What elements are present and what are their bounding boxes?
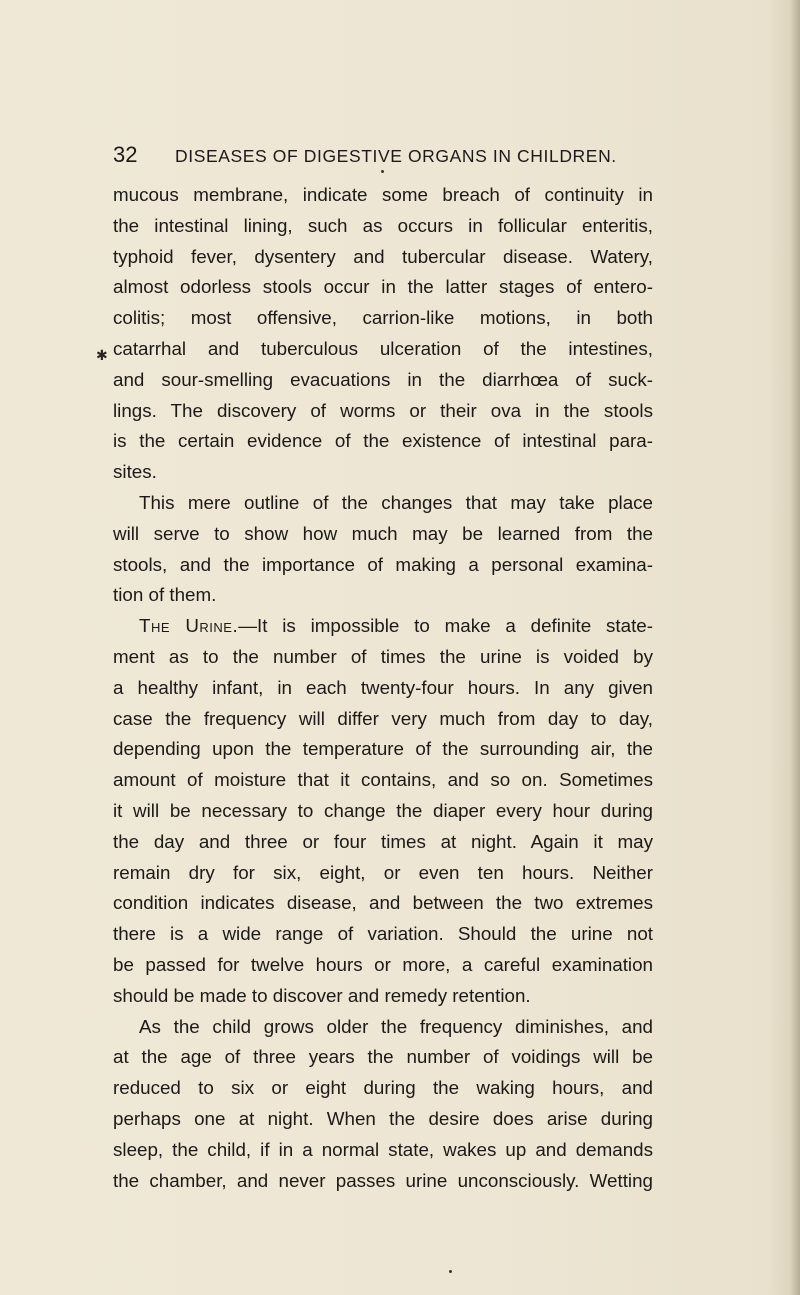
text-line: reduced to six or eight during the waking hours, and bbox=[113, 1077, 653, 1099]
text-line: typhoid fever, dysentery and tubercular disease. Watery, bbox=[113, 245, 653, 267]
text-line: This mere outline of the changes that may take place bbox=[139, 491, 653, 513]
body-text bbox=[113, 180, 653, 1196]
page-header bbox=[113, 141, 653, 169]
section-first-line bbox=[113, 611, 653, 642]
text-line: lings. The discovery of worms or their ova in the stools bbox=[113, 399, 653, 421]
text-line: case the frequency will differ very much from day to day, bbox=[113, 707, 653, 729]
margin-speck: ✱ bbox=[96, 347, 108, 363]
text-line: mucous membrane, indicate some breach of continuity in bbox=[113, 184, 653, 205]
text-line: the day and three or four times at night. Again it may bbox=[113, 830, 653, 852]
text-line: the intestinal lining, such as occurs in follicular enteritis, bbox=[113, 214, 653, 236]
text-line: the chamber, and never passes urine unconsciously. Wetting bbox=[113, 1169, 653, 1191]
text-line: sites. bbox=[113, 461, 157, 483]
page-edge-shadow bbox=[790, 0, 800, 1295]
text-line: depending upon the temperature of the surrounding air, the bbox=[113, 738, 653, 760]
text-line: sleep, the child, if in a normal state, wakes up and demands bbox=[113, 1138, 653, 1160]
text-line: almost odorless stools occur in the latter stages of entero- bbox=[113, 276, 653, 298]
text-line: should be made to discover and remedy retention. bbox=[113, 984, 531, 1006]
text-line: remain dry for six, eight, or even ten hours. Neither bbox=[113, 861, 653, 883]
text-line: catarrhal and tuberculous ulceration of the intestines, bbox=[113, 337, 653, 359]
text-line: condition indicates disease, and between the two extremes bbox=[113, 892, 653, 914]
text-line: will serve to show how much may be learned from the bbox=[113, 522, 653, 544]
text-line: ment as to the number of times the urine is voided by bbox=[113, 645, 653, 667]
section-heading-urine: The Urine. bbox=[139, 615, 239, 637]
text-line: at the age of three years the number of voidings will be bbox=[113, 1046, 653, 1068]
text-line: and sour-smelling evacuations in the diarrhœa of suck- bbox=[113, 368, 653, 390]
text-line: amount of moisture that it contains, and so on. Sometimes bbox=[113, 769, 653, 791]
text-line: stools, and the importance of making a personal examina- bbox=[113, 553, 653, 575]
text-line: tion of them. bbox=[113, 584, 217, 606]
text-line: it will be necessary to change the diaper every hour during bbox=[113, 799, 653, 821]
print-speck bbox=[381, 170, 384, 173]
text-line: be passed for twelve hours or more, a careful examination bbox=[113, 953, 653, 975]
text-line: colitis; most offensive, carrion-like motions, in both bbox=[113, 307, 653, 329]
text-line: a healthy infant, in each twenty-four hours. In any given bbox=[113, 676, 653, 698]
page-number: 32 bbox=[113, 142, 138, 167]
text-fragment: —It is impossible to make a definite state- bbox=[238, 615, 654, 637]
text-line: is the certain evidence of the existence of intestinal para- bbox=[113, 430, 653, 452]
text-line: there is a wide range of variation. Should the urine not bbox=[113, 923, 653, 945]
print-speck bbox=[449, 1270, 452, 1273]
text-line: As the child grows older the frequency diminishes, and bbox=[139, 1015, 653, 1037]
running-head: DISEASES OF DIGESTIVE ORGANS IN CHILDREN. bbox=[175, 146, 617, 166]
text-line: perhaps one at night. When the desire does arise during bbox=[113, 1107, 653, 1129]
